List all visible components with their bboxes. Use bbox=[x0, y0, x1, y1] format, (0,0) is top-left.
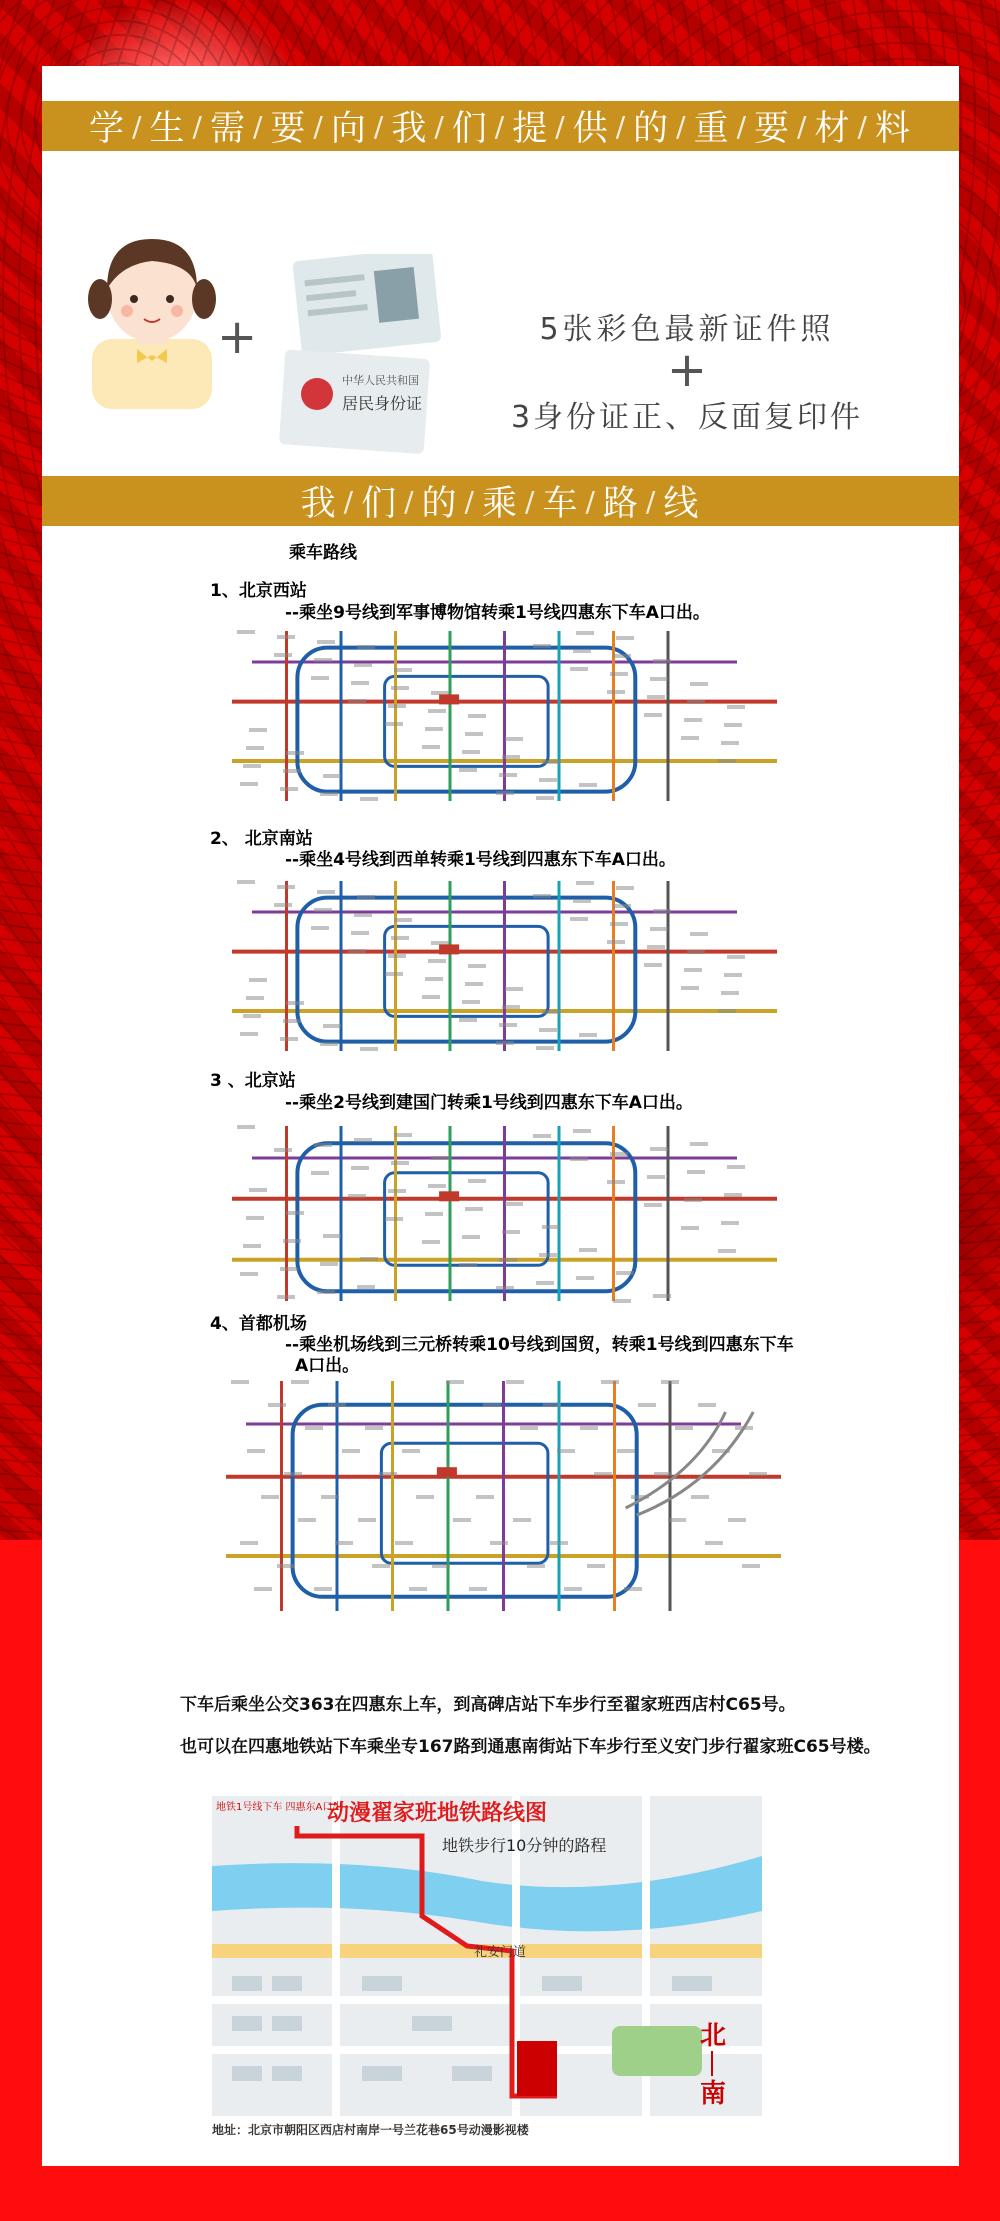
header-separator: / bbox=[585, 484, 597, 518]
route-4-desc: --乘坐机场线到三元桥转乘10号线到国贸，转乘1号线到四惠东下车 bbox=[285, 1335, 794, 1355]
subway-map-2 bbox=[232, 876, 777, 1056]
subway-map-4 bbox=[226, 1376, 781, 1616]
header-separator: / bbox=[252, 109, 265, 143]
student-girl-icon bbox=[82, 219, 222, 409]
header-separator: / bbox=[343, 484, 356, 518]
header-char: 线 bbox=[663, 484, 701, 524]
north-label: 北 bbox=[700, 2021, 727, 2051]
route-1-desc: --乘坐9号线到军事博物馆转乘1号线四惠东下车A口出。 bbox=[285, 603, 710, 623]
header-separator: / bbox=[857, 109, 869, 143]
header-char: 要 bbox=[754, 109, 792, 149]
header-separator: / bbox=[797, 109, 809, 143]
header-char: 需 bbox=[209, 109, 247, 149]
id-card-icon bbox=[272, 254, 447, 464]
route-4-desc-cont: A口出。 bbox=[295, 1356, 360, 1376]
header-separator: / bbox=[373, 109, 386, 143]
plus-sign: + bbox=[666, 342, 708, 398]
address: 地址：北京市朝阳区西店村南岸一号兰花巷65号动漫影视楼 bbox=[212, 2123, 529, 2137]
route-title: 乘车路线 bbox=[289, 543, 357, 563]
header-separator: / bbox=[676, 109, 688, 143]
header-separator: / bbox=[192, 109, 204, 143]
header-char: 重 bbox=[693, 109, 731, 149]
header-char: 的 bbox=[421, 484, 459, 524]
header-char: 要 bbox=[270, 109, 308, 149]
gate-label: 礼安门道 bbox=[474, 1945, 527, 1960]
header-separator: / bbox=[525, 484, 537, 518]
subway-map-1 bbox=[232, 626, 777, 806]
material-photos: 5张彩色最新证件照 bbox=[539, 312, 835, 347]
header-char: 的 bbox=[633, 109, 671, 149]
header-char: 乘 bbox=[481, 484, 519, 524]
header-separator: / bbox=[313, 109, 325, 143]
bus-note-1: 下车后乘坐公交363在四惠东上车，到高碑店站下车步行至翟家班西店村C65号。 bbox=[180, 1695, 796, 1715]
walking-route-map bbox=[212, 1796, 762, 2116]
header-separator: / bbox=[615, 109, 628, 143]
header-char: 我 bbox=[391, 109, 429, 149]
header-char: 材 bbox=[814, 109, 852, 149]
header-separator: / bbox=[434, 109, 446, 143]
header-char: 我 bbox=[300, 484, 338, 524]
header-char: 供 bbox=[572, 109, 610, 149]
header-separator: / bbox=[464, 484, 476, 518]
header-char: 们 bbox=[451, 109, 489, 149]
id-card-text-2: 居民身份证 bbox=[342, 394, 423, 413]
header-char: 路 bbox=[602, 484, 640, 524]
route-4-heading: 4、首都机场 bbox=[210, 1314, 307, 1334]
header-separator: / bbox=[404, 484, 416, 518]
route-3-desc: --乘坐2号线到建国门转乘1号线到四惠东下车A口出。 bbox=[285, 1093, 693, 1113]
plus-icon: + bbox=[217, 309, 258, 365]
route-2-desc: --乘坐4号线到西单转乘1号线到四惠东下车A口出。 bbox=[285, 850, 676, 870]
materials-section bbox=[42, 209, 959, 514]
header-separator: / bbox=[645, 484, 658, 518]
south-label: 南 bbox=[700, 2079, 727, 2109]
header-char: 提 bbox=[512, 109, 550, 149]
header-char: 生 bbox=[149, 109, 187, 149]
route-3-heading: 3 、北京站 bbox=[210, 1071, 296, 1091]
header-separator: / bbox=[555, 109, 567, 143]
id-card-text-1: 中华人民共和国 bbox=[342, 374, 419, 387]
subway-map-3 bbox=[232, 1121, 777, 1306]
final-map-title: 动漫翟家班地铁路线图 bbox=[327, 1801, 548, 1826]
route-header bbox=[42, 476, 959, 526]
header-separator: / bbox=[132, 109, 144, 143]
route-2-heading: 2、 北京南站 bbox=[210, 829, 313, 849]
header-char: 学 bbox=[89, 109, 127, 149]
header-char: 料 bbox=[874, 109, 912, 149]
header-char: 们 bbox=[361, 484, 399, 524]
materials-header bbox=[42, 101, 959, 151]
bus-note-2: 也可以在四惠地铁站下车乘坐专167路到通惠南街站下车步行至义安门步行翟家班C65号楼。 bbox=[180, 1737, 881, 1757]
material-id-copies: 3身份证正、反面复印件 bbox=[510, 400, 864, 435]
header-char: 向 bbox=[330, 109, 368, 149]
header-separator: / bbox=[494, 109, 507, 143]
final-map-subtitle: 地铁步行10分钟的路程 bbox=[442, 1836, 607, 1855]
start-label: 地铁1号线下车 四惠东A口出 bbox=[216, 1802, 343, 1813]
header-separator: / bbox=[736, 109, 749, 143]
route-1-heading: 1、北京西站 bbox=[210, 581, 307, 601]
materials-text bbox=[462, 304, 912, 436]
header-char: 车 bbox=[542, 484, 580, 524]
content-card bbox=[42, 66, 959, 2166]
